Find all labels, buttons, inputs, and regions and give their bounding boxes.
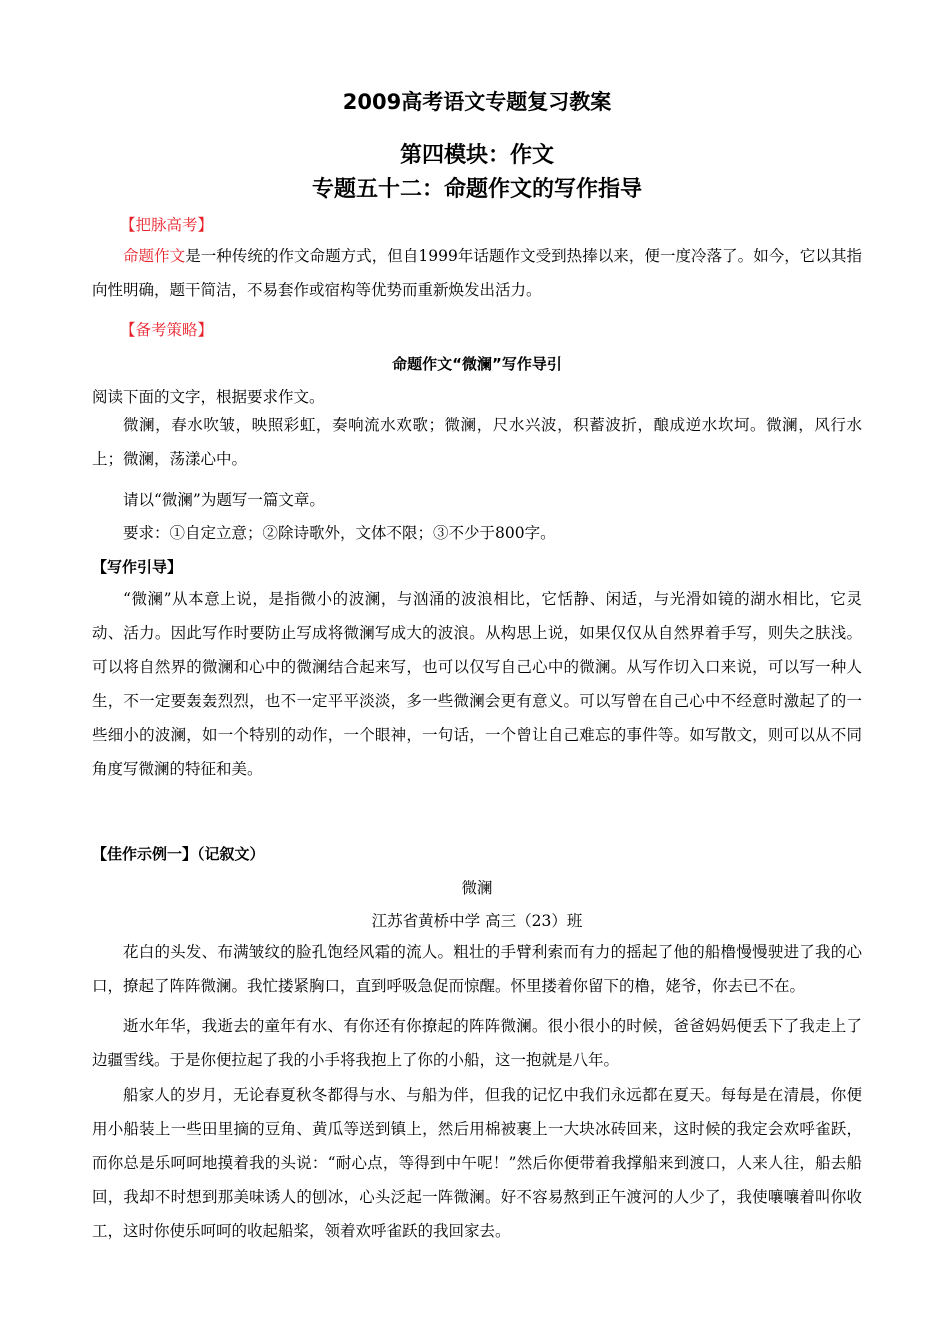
module-title: 第四模块：作文 <box>399 143 554 168</box>
section1-paragraph <box>92 239 862 307</box>
strategy-requirements: 要求：①自定立意；②除诗歌外，文体不限；③不少于800字。 <box>123 524 556 542</box>
document-title: 2009高考语文专题复习教案 <box>342 90 612 114</box>
example-paragraph-3: 船家人的岁月，无论春夏秋冬都得与水、与船为伴，但我的记忆中我们永远都在夏天。每每是在清晨，你便用小船装上一些田里摘的豆角、黄瓜等送到镇上，然后用棉被裹上一大块冰砖回来，这时候的我定会欢呼雀跃，而你总是乐呵呵地摸着我的头说：“耐心点，等得到中午呢！”然后你便带着我撑船来到渡口，人来人往，船去船回，我却不时想到那美味诱人的刨冰，心头泛起一阵微澜。好不容易熬到正午渡河的人少了，我使嚷嚷着叫你收工，这时你使乐呵呵的收起船桨，领着欢呼雀跃的我回家去。 <box>92 1086 862 1240</box>
example-heading: 【佳作示例一】（记叙文） <box>92 845 265 863</box>
section-heading-guide: 【写作引导】 <box>92 558 183 576</box>
strategy-subtitle: 命题作文“微澜”写作导引 <box>392 355 562 373</box>
section-heading-pulse: 【把脉高考】 <box>120 216 214 234</box>
strategy-task: 请以“微澜”为题写一篇文章。 <box>123 491 325 509</box>
guide-paragraph: “微澜”从本意上说，是指微小的波澜，与汹涌的波浪相比，它恬静、闲适，与光滑如镜的湖水相比，它灵动、活力。因此写作时要防止写成将微澜写成大的波浪。从构思上说，如果仅仅从自然界着手写，则失之肤浅。可以将自然界的微澜和心中的微澜结合起来写，也可以仅写自己心中的微澜。从写作切入口来说，可以写一种人生，不一定要轰轰烈烈，也不一定平平淡淡，多一些微澜会更有意义。可以写曾在自己心中不经意时激起了的一些细小的波澜，如一个特别的动作，一个眼神，一句话，一个曾让自己难忘的事件等。如写散文，则可以从不同角度写微澜的特征和美。 <box>92 590 862 778</box>
strategy-material: 微澜，春水吹皱，映照彩虹，奏响流水欢歌；微澜，尺水兴波，积蓄波折，酿成逆水坎坷。微澜，风行水上；微澜，荡漾心中。 <box>92 416 862 468</box>
example-author: 江苏省黄桥中学 高三（23）班 <box>371 912 583 930</box>
example-title: 微澜 <box>461 879 493 897</box>
strategy-intro: 阅读下面的文字，根据要求作文。 <box>92 388 325 406</box>
section-heading-strategy: 【备考策略】 <box>120 321 214 339</box>
section1-text: 是一种传统的作文命题方式，但自1999年话题作文受到热捧以来，便一度冷落了。如今，它以其指向性明确，题干简洁，不易套作或宿构等优势而重新焕发出活力。 <box>92 247 862 299</box>
example-paragraph-2: 逝水年华，我逝去的童年有水、有你还有你撩起的阵阵微澜。很小很小的时候，爸爸妈妈便丢下了我走上了边疆雪线。于是你便拉起了我的小手将我抱上了你的小船，这一抱就是八年。 <box>92 1017 862 1069</box>
example-paragraph-1: 花白的头发、布满皱纹的脸孔饱经风霜的流人。粗壮的手臂利索而有力的摇起了他的船橹慢慢驶进了我的心口，撩起了阵阵微澜。我忙搂紧胸口，直到呼吸急促而惊醒。怀里搂着你留下的橹，姥爷，你去已不在。 <box>92 943 862 995</box>
topic-title: 专题五十二：命题作文的写作指导 <box>311 177 642 202</box>
section1-lead: 命题作文 <box>123 247 186 265</box>
